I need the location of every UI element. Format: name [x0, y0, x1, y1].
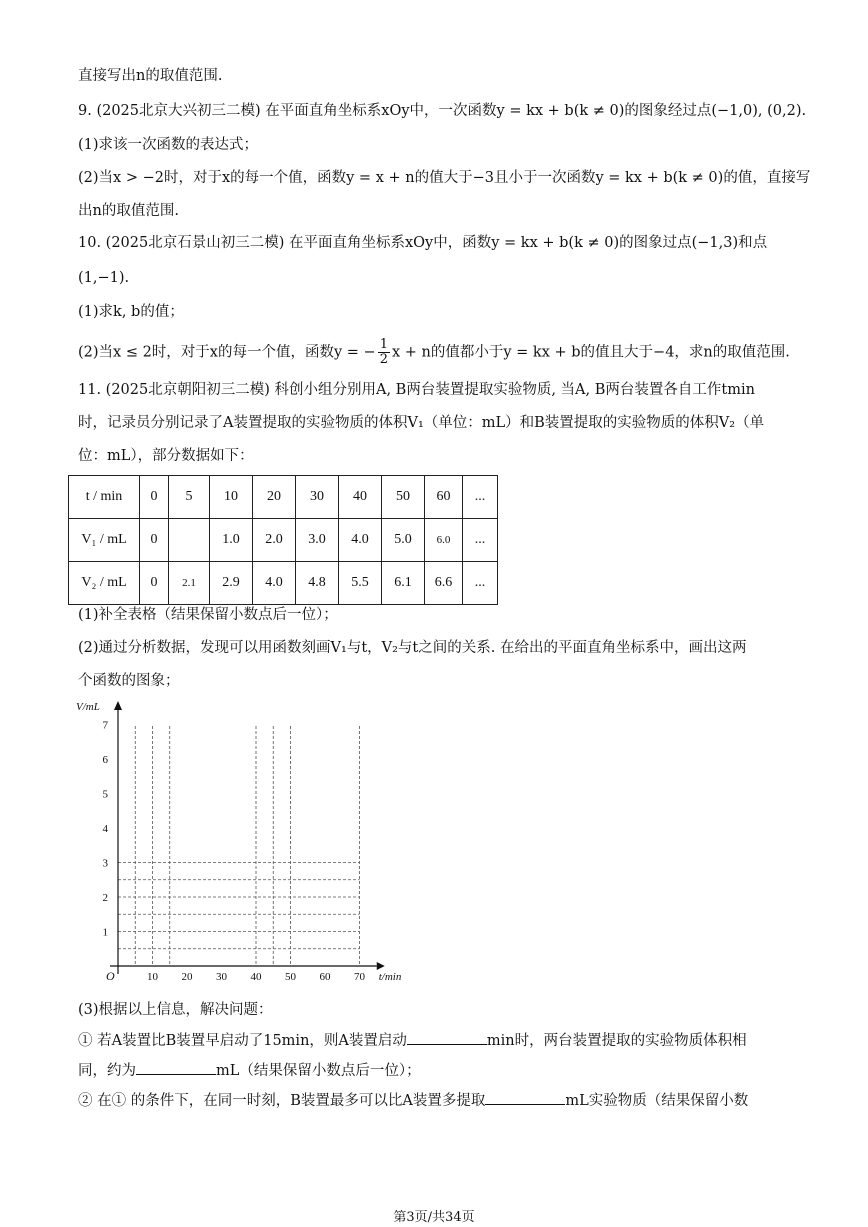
- fraction-denominator: 2: [379, 352, 388, 367]
- y-tick-label: 4: [102, 823, 108, 835]
- question-10-part-1: (1)求k, b的值；: [78, 304, 184, 320]
- table-cell: 4.8: [296, 562, 339, 605]
- y-tick-label: 5: [102, 788, 108, 801]
- table-cell: 0: [140, 562, 169, 605]
- table-cell: 30: [296, 476, 339, 519]
- y-tick-label: 1: [102, 926, 108, 939]
- coordinate-grid: [68, 698, 408, 987]
- table-cell: 6.1: [382, 562, 425, 605]
- question-11-part-3-1: [78, 1030, 747, 1051]
- question-11-part-3-1-cont: [78, 1060, 421, 1081]
- x-tick-label: 10: [147, 971, 158, 983]
- x-tick-label: 40: [250, 971, 262, 983]
- table-row-header: t / min: [69, 476, 140, 519]
- table-cell: 50: [382, 476, 425, 519]
- x-tick-label: 50: [285, 971, 296, 983]
- table-cell: 5.0: [382, 519, 425, 562]
- question-11-part-1: (1)补全表格（结果保留小数点后一位）；: [78, 607, 338, 623]
- fraction-numerator: 1: [379, 337, 388, 352]
- table-cell: 5.5: [339, 562, 382, 605]
- y-axis-label: V/mL: [76, 701, 100, 713]
- origin-label: O: [106, 969, 115, 983]
- x-axis-arrow: [377, 962, 385, 970]
- question-10-title-cont: (1,−1).: [78, 270, 130, 286]
- question-9-part-2: (2)当x > −2时，对于x的每一个值，函数y = x + n的值大于−3且小于一次函数y = kx + b(k ≠ 0)的值，直接写: [78, 170, 811, 186]
- question-10-part-2-a: (2)当x ≤ 2时，对于x的每一个值，函数y = −: [78, 344, 376, 361]
- question-11-part-2: (2)通过分析数据，发现可以用函数刻画V₁与t，V₂与t之间的关系. 在给出的平面直角坐标系中，画出这两: [78, 640, 747, 656]
- question-11-line-3: 位：mL），部分数据如下：: [78, 448, 254, 464]
- coordinate-grid-svg: [68, 698, 408, 983]
- x-tick-label: 60: [319, 971, 331, 983]
- table-cell: [169, 519, 210, 562]
- question-11-part-3-2: [78, 1090, 748, 1111]
- question-11-part-2-cont: 个函数的图象；: [78, 673, 180, 689]
- y-tick-label: 6: [102, 754, 108, 766]
- table-cell: 60: [425, 476, 463, 519]
- table-cell: 3.0: [296, 519, 339, 562]
- question-11-part-3: (3)根据以上信息，解决问题：: [78, 1002, 273, 1018]
- table-cell: ...: [463, 562, 498, 605]
- x-tick-label: 20: [181, 971, 193, 983]
- answer-blank-3[interactable]: [485, 1090, 565, 1105]
- table-row-header: V₁ / mL: [69, 519, 140, 562]
- table-cell: 6.6: [425, 562, 463, 605]
- table-cell: 6.0: [425, 519, 463, 562]
- question-11-part-3-2-a: ② 在① 的条件下，在同一时刻，B装置最多可以比A装置多提取: [78, 1093, 486, 1109]
- table-cell: 0: [140, 519, 169, 562]
- question-11-title: 11. (2025北京朝阳初三二模) 科创小组分别用A, B两台装置提取实验物质, 当A, B两台装置各自工作tmin: [78, 382, 755, 398]
- table-row: [69, 562, 498, 605]
- table-cell: 2.1: [169, 562, 210, 605]
- answer-blank-2[interactable]: [136, 1060, 216, 1075]
- x-tick-label: 30: [216, 971, 227, 983]
- table-cell: 4.0: [253, 562, 296, 605]
- y-tick-label: 7: [102, 719, 108, 732]
- question-11-part-3-1-a: ① 若A装置比B装置早启动了15min，则A装置启动: [78, 1033, 407, 1049]
- x-tick-label: 70: [354, 971, 365, 983]
- question-10-part-2-b: x + n的值都小于y = kx + b的值且大于−4，求n的取值范围.: [391, 344, 790, 361]
- table-row: [69, 476, 498, 519]
- y-tick-label: 2: [102, 892, 108, 904]
- question-11-part-3-1-b: min时，两台装置提取的实验物质体积相: [486, 1033, 747, 1049]
- fraction: [378, 338, 390, 367]
- question-10-title: 10. (2025北京石景山初三二模) 在平面直角坐标系xOy中，函数y = kx + b(k ≠ 0)的图象过点(−1,3)和点: [78, 235, 768, 251]
- question-9-part-1: (1)求该一次函数的表达式；: [78, 137, 259, 153]
- table-cell: 5: [169, 476, 210, 519]
- answer-blank-1[interactable]: [407, 1030, 487, 1045]
- table-cell: ...: [463, 476, 498, 519]
- table-cell: 0: [140, 476, 169, 519]
- table-cell: 2.0: [253, 519, 296, 562]
- question-9-title: 9. (2025北京大兴初三二模) 在平面直角坐标系xOy中，一次函数y = kx + b(k ≠ 0)的图象经过点(−1,0), (0,2).: [78, 103, 807, 119]
- question-11-part-3-1-c: 同，约为: [78, 1063, 136, 1079]
- data-table: [68, 475, 498, 605]
- table-cell: 1.0: [210, 519, 253, 562]
- table-row: [69, 519, 498, 562]
- text-line: 直接写出n的取值范围.: [78, 68, 223, 84]
- page-footer: 第3页/共34页: [393, 1210, 475, 1225]
- question-11-part-3-1-d: mL（结果保留小数点后一位）；: [216, 1063, 421, 1079]
- y-axis-arrow: [114, 701, 122, 710]
- table-cell: 40: [339, 476, 382, 519]
- question-11-line-2: 时，记录员分别记录了A装置提取的实验物质的体积V₁（单位：mL）和B装置提取的实验物质的体积V₂（单: [78, 415, 765, 431]
- table-cell: 2.9: [210, 562, 253, 605]
- question-11-part-3-2-b: mL实验物质（结果保留小数: [565, 1093, 749, 1109]
- table-cell: 20: [253, 476, 296, 519]
- question-10-part-2: [78, 338, 790, 367]
- question-9-part-2-cont: 出n的取值范围.: [78, 203, 179, 219]
- x-axis-label: t/min: [378, 971, 402, 983]
- y-tick-label: 3: [102, 857, 108, 870]
- table-cell: 10: [210, 476, 253, 519]
- table-cell: ...: [463, 519, 498, 562]
- table-row-header: V₂ / mL: [69, 562, 140, 605]
- table-cell: 4.0: [339, 519, 382, 562]
